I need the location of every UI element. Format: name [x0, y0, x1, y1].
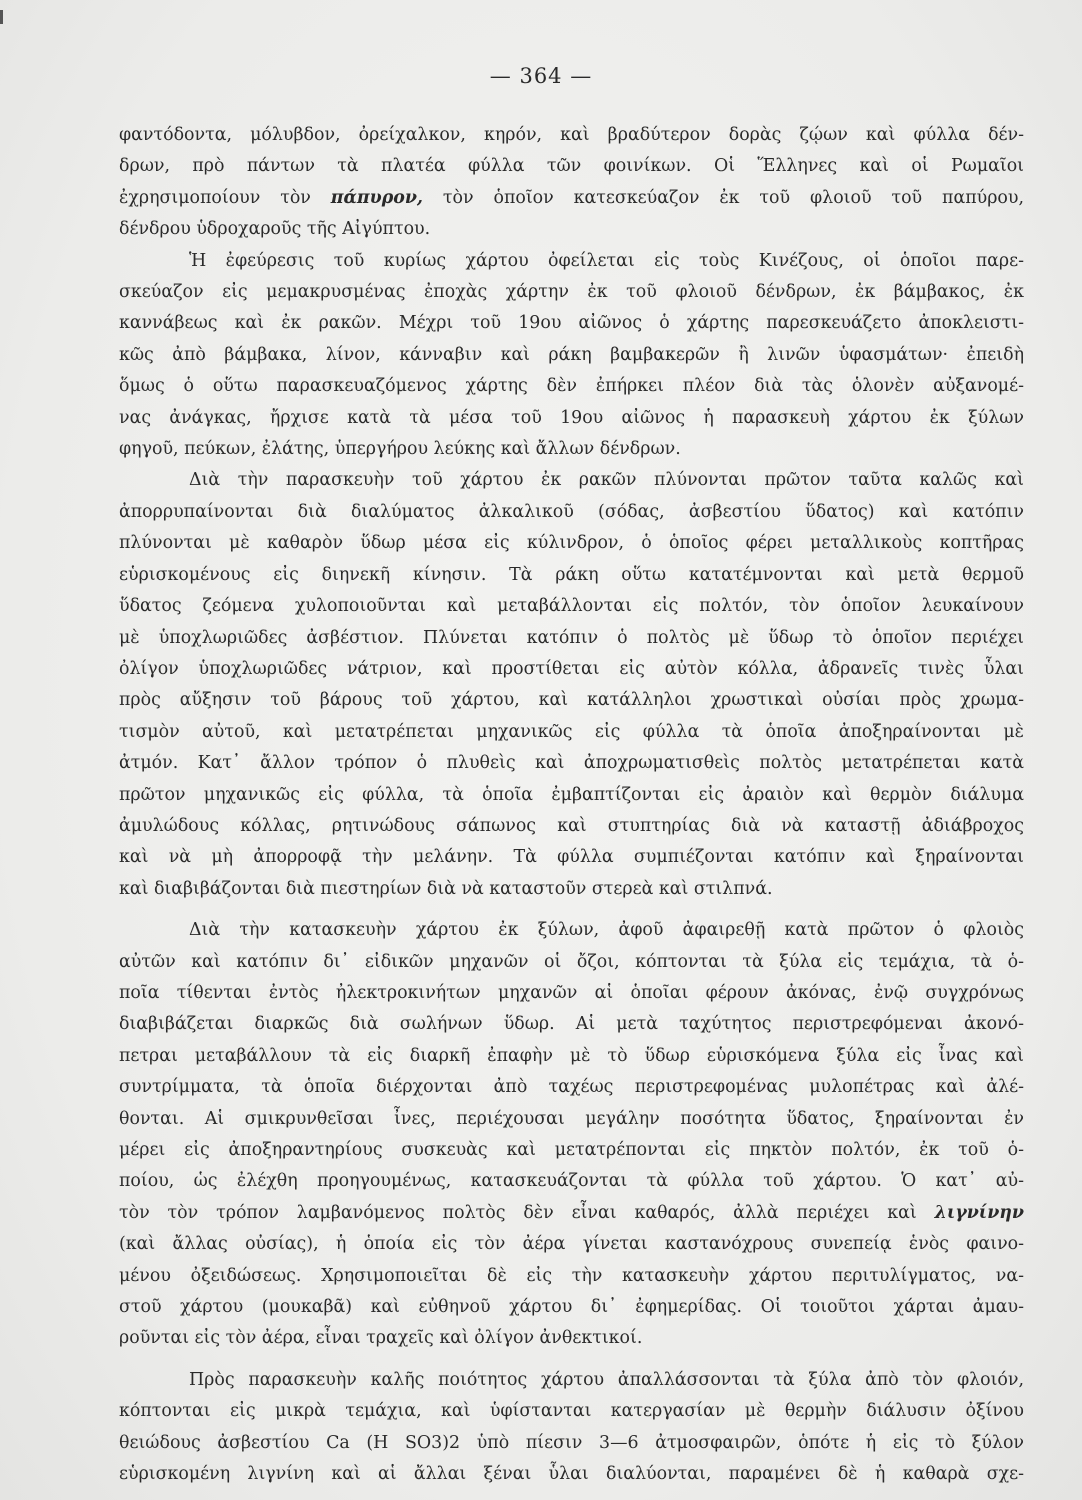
- text-line: φαντόδοντα, μόλυβδον, ὀρείχαλκον, κηρόν, καὶ βραδύτερον δορὰς ζῴων καὶ φύλλα δέν-: [119, 125, 1024, 145]
- text-line: ὅμως ὁ οὕτω παρασκευαζόμενος χάρτης δὲν ἐπήρκει πλέον διὰ τὰς ὁλονὲν αὐξανομέ-: [119, 376, 1024, 397]
- text-run: ἐχρησιμοποίουν τὸν: [119, 187, 331, 208]
- text-line: διαβιβάζεται διαρκῶς διὰ σωλήνων ὕδωρ. Αἱ μετὰ ταχύτητος περιστρεφόμεναι ἀκονό-: [119, 1014, 1024, 1035]
- text-line: καννάβεως καὶ ἐκ ρακῶν. Μέχρι τοῦ 19ου αἰῶνος ὁ χάρτης παρεσκευάζετο ἀποκλειστι-: [119, 313, 1024, 334]
- text-line: (καὶ ἄλλας οὐσίας), ἡ ὁποία εἰς τὸν ἀέρα γίνεται καστανόχρους συνεπείᾳ ἑνὸς φαινο-: [119, 1234, 1024, 1255]
- text-line: θειώδους ἀσβεστίου Ca (H SO3)2 ὑπὸ πίεσιν 3—6 ἀτμοσφαιρῶν, ὁπότε ἡ εἰς τὸ ξύλον: [119, 1432, 1024, 1453]
- text-line: αὐτῶν καὶ κατόπιν δι᾽ εἰδικῶν μηχανῶν οἱ ὄζοι, κόπτονται τὰ ξύλα εἰς τεμάχια, τὰ ὁ-: [119, 951, 1024, 972]
- text-line: εὑρισκομένη λιγνίνη καὶ αἱ ἄλλαι ξέναι ὗλαι διαλύονται, παραμένει δὲ ἡ καθαρὰ σχε-: [119, 1464, 1024, 1485]
- text-run: τὸν ὁποῖον κατεσκεύαζον ἐκ τοῦ φλοιοῦ τοῦ παπύρου,: [423, 187, 1024, 208]
- text-line: πρὸς αὔξησιν τοῦ βάρους τοῦ χάρτου, καὶ κατάλληλοι χρωστικαὶ οὐσίαι πρὸς χρωμα-: [119, 690, 1024, 711]
- text-line: δρων, πρὸ πάντων τὰ πλατέα φύλλα τῶν φοινίκων. Οἱ Ἕλληνες καὶ οἱ Ρωμαῖοι: [119, 156, 1024, 177]
- text-line: Διὰ τὴν παρασκευὴν τοῦ χάρτου ἐκ ρακῶν πλύνονται πρῶτον ταῦτα καλῶς καὶ: [189, 470, 1024, 491]
- emphasized-term: λιγνίνην: [934, 1202, 1024, 1223]
- text-line: πλύνονται μὲ καθαρὸν ὕδωρ μέσα εἰς κύλινδρον, ὁ ὁποῖος φέρει μεταλλικοὺς κοπτῆρας: [119, 533, 1024, 554]
- text-line: ἀτμόν. Κατ᾽ ἄλλον τρόπον ὁ πλυθεὶς καὶ ἀποχρωματισθεὶς πολτὸς μετατρέπεται κατὰ: [119, 753, 1024, 774]
- text-line: ποίου, ὡς ἐλέχθη προηγουμένως, κατασκευάζονται τὰ φύλλα τοῦ χάρτου. Ὁ κατ᾽ αὐ-: [119, 1171, 1024, 1192]
- emphasized-term: πάπυρον,: [330, 187, 423, 208]
- text-line: μέρει εἰς ἀποξηραντηρίους συσκευὰς καὶ μετατρέπονται εἰς πηκτὸν πολτόν, ἐκ τοῦ ὁ-: [119, 1140, 1024, 1160]
- text-line: μένου ὀξειδώσεως. Χρησιμοποιεῖται δὲ εἰς τὴν κατασκευὴν χάρτου περιτυλίγματος, να-: [119, 1265, 1024, 1286]
- text-line: μὲ ὑποχλωριῶδες ἀσβέστιον. Πλύνεται κατόπιν ὁ πολτὸς μὲ ὕδωρ τὸ ὁποῖον περιέχει: [119, 627, 1024, 648]
- text-line: ὕδατος ζεόμενα χυλοποιοῦνται καὶ μεταβάλλονται εἰς πολτόν, τὸν ὁποῖον λευκαίνουν: [119, 596, 1024, 617]
- text-line: [119, 1198, 1024, 1229]
- text-line: δένδρου ὑδροχαροῦς τῆς Αἰγύπτου.: [119, 219, 431, 240]
- text-line: εὑρισκομένους εἰς διηνεκῆ κίνησιν. Τὰ ράκη οὕτω κατατέμνονται καὶ μετὰ θερμοῦ: [119, 564, 1024, 585]
- text-line: Πρὸς παρασκευὴν καλῆς ποιότητος χάρτου ἀπαλλάσσονται τὰ ξύλα ἀπὸ τὸν φλοιόν,: [189, 1369, 1024, 1390]
- text-line: ροῦνται εἰς τὸν ἀέρα, εἶναι τραχεῖς καὶ ὀλίγον ἀνθεκτικοί.: [119, 1328, 643, 1349]
- text-line: Διὰ τὴν κατασκευὴν χάρτου ἐκ ξύλων, ἀφοῦ ἀφαιρεθῇ κατὰ πρῶτον ὁ φλοιὸς: [189, 920, 1024, 941]
- body-text: [119, 120, 1024, 1490]
- text-line: Ἡ ἐφεύρεσις τοῦ κυρίως χάρτου ὀφείλεται εἰς τοὺς Κινέζους, οἱ ὁποῖοι παρε-: [189, 250, 1024, 271]
- text-line: πετραι μεταβάλλουν τὰ εἰς διαρκῆ ἐπαφὴν μὲ τὸ ὕδωρ εὑρισκόμενα ξύλα εἰς ἶνας καὶ: [119, 1045, 1024, 1066]
- text-line: ποῖα τίθενται ἐντὸς ἠλεκτροκινήτων μηχανῶν αἱ ὁποῖαι φέρουν ἀκόνας, ἐνῷ συγχρόνως: [119, 982, 1024, 1003]
- text-line: πρῶτον μηχανικῶς εἰς φύλλα, τὰ ὁποῖα ἐμβαπτίζονται εἰς ἀραιὸν καὶ θερμὸν διάλυμα: [119, 784, 1024, 805]
- page-number: — 364 —: [489, 64, 593, 88]
- text-line: συντρίμματα, τὰ ὁποῖα διέρχονται ἀπὸ ταχέως περιστρεφομένας μυλοπέτρας καὶ ἀλέ-: [119, 1077, 1024, 1098]
- text-line: κῶς ἀπὸ βάμβακα, λίνον, κάνναβιν καὶ ράκη βαμβακερῶν ἢ λινῶν ὑφασμάτων· ἐπειδὴ: [119, 344, 1024, 365]
- text-line: τισμὸν αὐτοῦ, καὶ μετατρέπεται μηχανικῶς εἰς φύλλα τὰ ὁποῖα ἀποξηραίνονται μὲ: [119, 721, 1024, 742]
- text-line: ὀλίγον ὑποχλωριῶδες νάτριον, καὶ προστίθεται εἰς αὐτὸν κόλλα, ἀδρανεῖς τινὲς ὗλαι: [119, 658, 1024, 679]
- text-line: ἀπορρυπαίνονται διὰ διαλύματος ἀλκαλικοῦ (σόδας, ἀσβεστίου ὕδατος) καὶ κατόπιν: [119, 501, 1024, 522]
- text-line: θονται. Αἱ σμικρυνθεῖσαι ἶνες, περιέχουσαι μεγάλην ποσότητα ὕδατος, ξηραίνονται ἐν: [119, 1108, 1024, 1129]
- text-line: κόπτονται εἰς μικρὰ τεμάχια, καὶ ὑφίστανται κατεργασίαν μὲ θερμὴν διάλυσιν ὀξίνου: [119, 1401, 1024, 1422]
- text-line: [119, 183, 1024, 214]
- text-run: τὸν τὸν τρόπον λαμβανόμενος πολτὸς δὲν εἶναι καθαρός, ἀλλὰ περιέχει καὶ: [119, 1202, 935, 1223]
- text-line: σκεύαζον εἰς μεμακρυσμένας ἐποχὰς χάρτην ἐκ τοῦ φλοιοῦ δένδρων, ἐκ βάμβακος, ἐκ: [119, 282, 1024, 303]
- text-line: φηγοῦ, πεύκων, ἐλάτης, ὑπεργήρου λεύκης καὶ ἄλλων δένδρων.: [119, 439, 681, 460]
- text-line: καὶ διαβιβάζονται διὰ πιεστηρίων διὰ νὰ καταστοῦν στερεὰ καὶ στιλπνά.: [119, 878, 773, 899]
- text-line: στοῦ χάρτου (μουκαβᾶ) καὶ εὐθηνοῦ χάρτου δι᾽ ἐφημερίδας. Οἱ τοιοῦτοι χάρται ἀμαυ-: [119, 1297, 1024, 1318]
- text-line: καὶ νὰ μὴ ἀπορροφᾷ τὴν μελάνην. Τὰ φύλλα συμπιέζονται κατόπιν καὶ ξηραίνονται: [119, 847, 1024, 868]
- scan-edge-mark: [0, 10, 3, 24]
- text-line: ἀμυλώδους κόλλας, ρητινώδους σάπωνος καὶ στυπτηρίας διὰ νὰ καταστῇ ἀδιάβροχος: [119, 815, 1024, 836]
- text-line: νας ἀνάγκας, ἤρχισε κατὰ τὰ μέσα τοῦ 19ου αἰῶνος ἡ παρασκευὴ χάρτου ἐκ ξύλων: [119, 407, 1024, 428]
